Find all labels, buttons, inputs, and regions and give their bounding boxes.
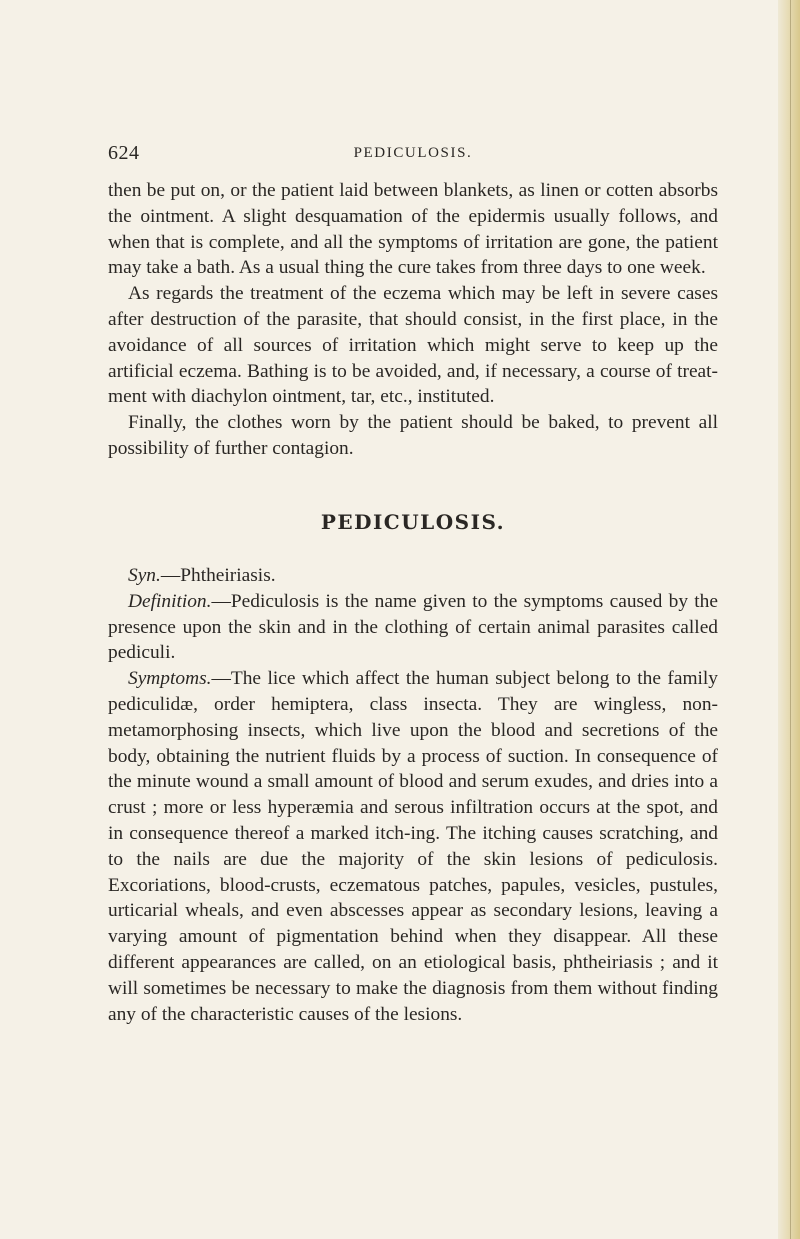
symptoms-text: —The lice which affect the human subject belong to the family pediculidæ, order hemiptera, class insecta. They are wingless, non-metamorphosing insects, which live upon the blood and secretions of the body, obtaining the nutrient fluids by a process of suction. In consequence of the minute wound a small amount of blood and serum exudes, and dries into a crust ; more or less hyperæmia and serous infiltration occurs at the spot, and in consequence thereof a marked itch-ing. The itching causes scratching, and to the nails are due the majority of the skin lesions of pediculosis. Excoriations, blood-crusts, eczematous patches, papules, vesicles, pustules, urticarial wheals, and even abscesses appear as secondary lesions, leaving a varying amount of pigmentation behind when they disappear. All these different appearances are called, on an etiological basis, phtheiriasis ; and it will sometimes be necessary to make the diagnosis from them without finding any of the characteristic causes of the lesions. [108,668,718,1025]
paragraph-eczema-treatment: As regards the treatment of the eczema which may be left in severe cases after destruction of the parasite, that should consist, in the first place, in the avoidance of all sources of irritation which might serve to keep up the artificial eczema. Bathing is to be avoided, and, if necessary, a course of treat-ment with diachylon ointment, tar, etc., instituted. [108,283,718,408]
synonym-label: Syn. [128,565,161,586]
paragraph-symptoms [108,666,718,1027]
symptoms-label: Symptoms. [128,668,212,690]
page-edge [778,0,800,1239]
section-heading: PEDICULOSIS. [320,510,506,534]
text-block-section [108,563,718,1027]
text-block-top [108,178,718,462]
paragraph-clothes: Finally, the clothes worn by the patient should be baked, to prevent all possibility of further contagion. [108,412,718,459]
page-header [108,142,718,168]
page-edge-line [790,0,791,1239]
definition-text: —Pediculosis is the name given to the symptoms caused by the presence upon the skin and in the clothing of certain animal parasites called pediculi. [108,590,718,664]
synonym-text: —Phtheiriasis. [160,565,276,586]
paragraph-continuation: then be put on, or the patient laid between blankets, as linen or cotten absorbs the ointment. A slight desquamation of the epidermis usually follows, and when that is complete, and all the symptoms of irritation are gone, the patient may take a bath. As a usual thing the cure takes from three days to one week. [108,180,718,279]
definition-label: Definition. [128,590,212,612]
page-number: 624 [108,142,140,164]
running-title: PEDICULOSIS. [353,145,473,161]
paragraph-definition [108,589,718,666]
paragraph-synonym [108,563,718,589]
